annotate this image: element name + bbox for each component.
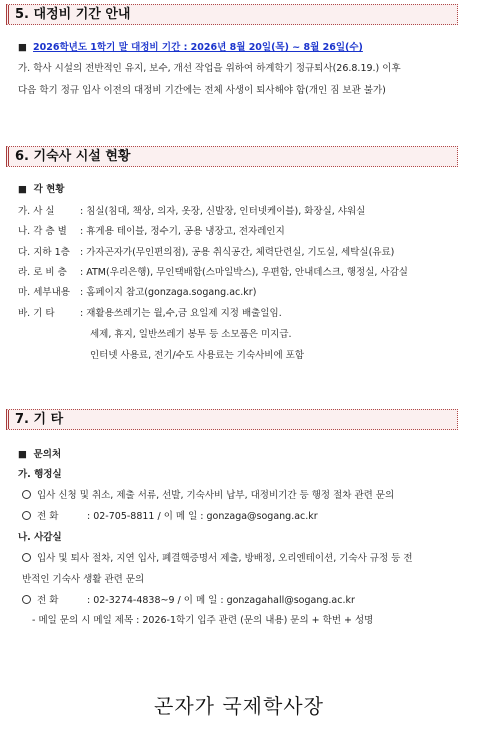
- admin-office-desc: [22, 487, 394, 501]
- maintenance-desc-2: 다음 학기 정규 입사 이전의 대정비 기간에는 전체 사생이 퇴사해야 함(개인 짐 보관 불가): [18, 85, 386, 96]
- dorm-supervisor-title: 나. 사감실: [18, 532, 62, 543]
- dorm-supervisor-desc-text: 입사 및 퇴사 절차, 지연 입사, 폐결핵증명서 제출, 방배정, 오리엔테이션, 기숙사 규정 등 전: [37, 553, 413, 564]
- signature: 곤자가 국제학사장: [154, 694, 324, 718]
- dorm-supervisor-contact: [22, 592, 355, 606]
- phone-label: 전 화: [37, 511, 59, 522]
- facility-row: [18, 244, 394, 258]
- square-bullet-icon: ■: [18, 184, 27, 195]
- facility-row-text: : 가자곤자가(무인편의점), 공용 취식공간, 체력단련실, 기도실, 세탁실(유료): [80, 247, 395, 258]
- facility-row: [18, 305, 282, 319]
- admin-office-contact: [22, 508, 318, 522]
- facility-note-1: 세제, 휴지, 일반쓰레기 봉투 등 소모품은 미지급.: [90, 329, 292, 340]
- admin-office-desc-text: 입사 신청 및 취소, 제출 서류, 선발, 기숙사비 납부, 대정비기간 등 행정 절차 관련 문의: [37, 490, 395, 501]
- maintenance-desc-1: 가. 학사 시설의 전반적인 유지, 보수, 개선 작업을 위하여 하계학기 정규퇴사(26.8.19.) 이후: [18, 63, 401, 74]
- facility-subtitle-text: 각 현황: [33, 184, 65, 195]
- facility-subtitle: [18, 181, 64, 195]
- facility-row-label: 나. 각 층 별: [18, 226, 67, 237]
- section-5-header: 5. 대정비 기간 안내: [6, 4, 458, 25]
- facility-row-text: : 침실(침대, 책상, 의자, 옷장, 신발장, 인터넷케이블), 화장실, 샤워실: [80, 206, 366, 217]
- facility-row-label: 바. 기 타: [18, 308, 55, 319]
- facility-note-2: 인터넷 사용료, 전기/수도 사용료는 기숙사비에 포함: [90, 350, 305, 361]
- square-bullet-icon: ■: [18, 42, 27, 53]
- square-bullet-icon: ■: [18, 449, 27, 460]
- contact-subtitle: [18, 446, 61, 460]
- circle-bullet-icon: [22, 553, 31, 562]
- facility-row: [18, 203, 365, 217]
- facility-row-label: 가. 사 실: [18, 206, 55, 217]
- admin-contact-text: : 02-705-8811 / 이 메 일 : gonzaga@sogang.ac.kr: [87, 511, 318, 522]
- circle-bullet-icon: [22, 595, 31, 604]
- facility-row: [18, 223, 285, 237]
- section-7-header: 7. 기 타: [6, 409, 458, 430]
- facility-row-text: : ATM(우리은행), 무인택배함(스마일박스), 우편함, 안내데스크, 행정실, 사감실: [80, 267, 408, 278]
- facility-row: [18, 284, 256, 298]
- facility-row-text: : 홈페이지 참고(gonzaga.sogang.ac.kr): [80, 287, 257, 298]
- phone-label: 전 화: [37, 595, 59, 606]
- notice-line: [18, 39, 363, 53]
- dorm-supervisor-desc: [22, 550, 413, 564]
- facility-row-label: 라. 로 비 층: [18, 267, 67, 278]
- maintenance-period-link[interactable]: 2026학년도 1학기 말 대정비 기간 : 2026년 8월 20일(목) ~ 8월 26일(수): [33, 42, 363, 53]
- email-subject-note: - 메일 문의 시 메일 제목 : 2026-1학기 입주 관련 (문의 내용) 문의 + 학번 + 성명: [32, 615, 374, 626]
- facility-row-label: 다. 지하 1층: [18, 247, 70, 258]
- facility-row-text: : 재활용쓰레기는 월,수,금 요일제 지정 배출일임.: [80, 308, 282, 319]
- facility-row: [18, 264, 408, 278]
- facility-row-text: : 휴게용 테이블, 정수기, 공용 냉장고, 전자레인지: [80, 226, 285, 237]
- contact-subtitle-text: 문의처: [33, 449, 62, 460]
- dorm-contact-text: : 02-3274-4838~9 / 이 메 일 : gonzagahall@sogang.ac.kr: [87, 595, 355, 606]
- circle-bullet-icon: [22, 490, 31, 499]
- facility-row-label: 마. 세부내용: [18, 287, 70, 298]
- section-6-header: 6. 기숙사 시설 현황: [6, 146, 458, 167]
- admin-office-title: 가. 행정실: [18, 469, 62, 480]
- circle-bullet-icon: [22, 511, 31, 520]
- dorm-supervisor-desc-cont: 반적인 기숙사 생활 관련 문의: [22, 574, 145, 585]
